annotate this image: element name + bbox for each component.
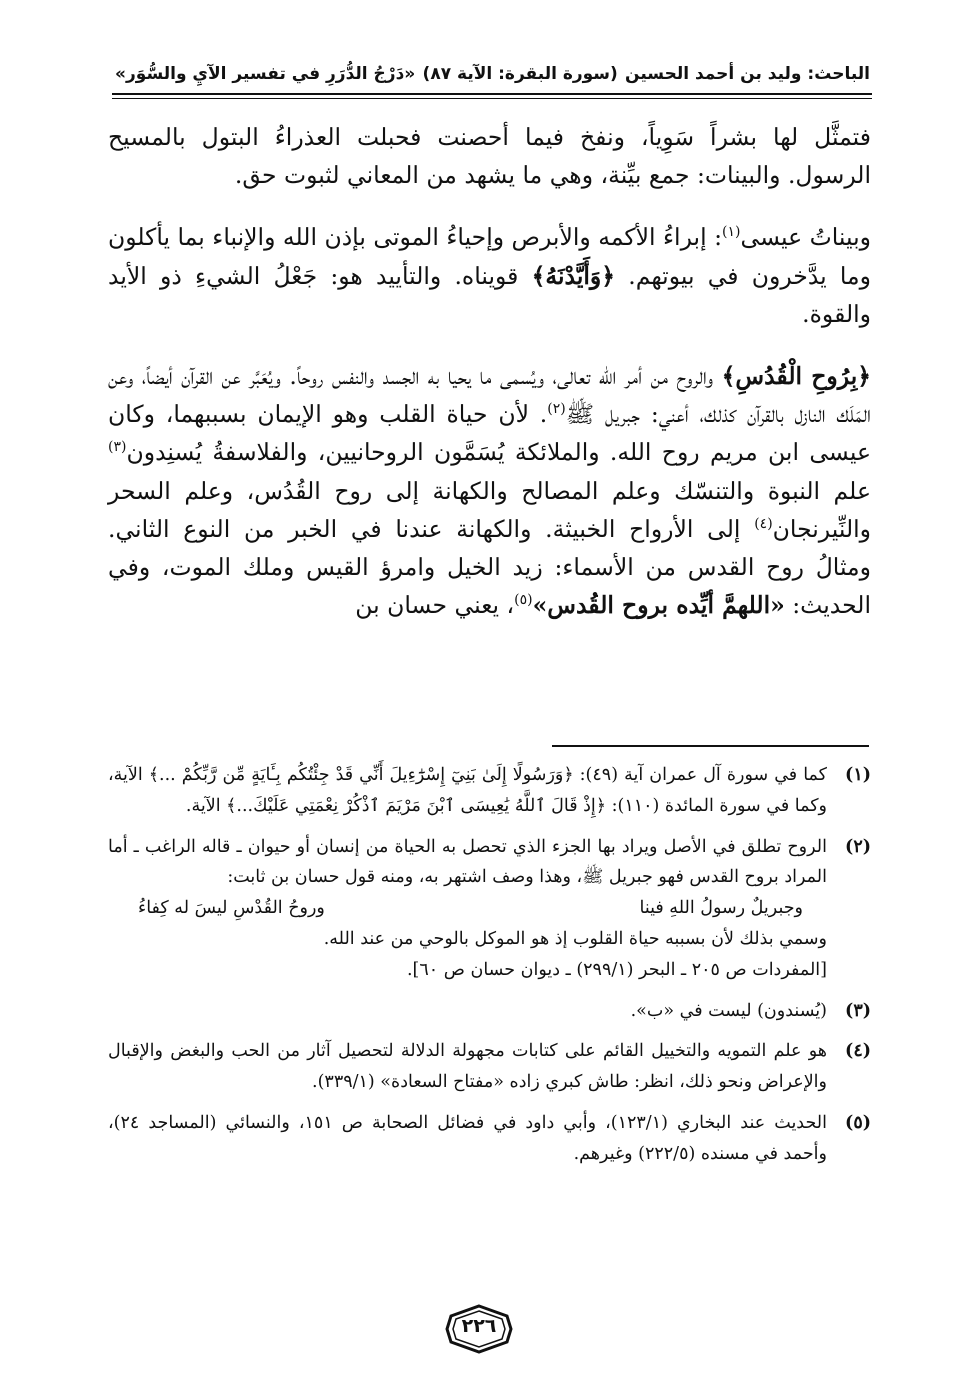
footnote-4 — [108, 1036, 871, 1098]
footnote-number: (١) — [845, 765, 871, 785]
footnote-text: هو علم التمويه والتخييل القائم على كتابات مجهولة الدلالة لتحصيل آثار من الحب والبغض والإقبال والإعراض ونحو ذلك، انظر: طاش كبري زاده «مفتاح السعادة» (٣٣٩/١). — [108, 1041, 827, 1093]
footnote-ref-1[interactable]: (١) — [722, 224, 741, 241]
footnote-number: (٢) — [845, 836, 871, 857]
header-sura: (سورة البقرة: الآية ٨٧) — [422, 64, 618, 84]
footnote-1 — [108, 760, 871, 822]
verse-second-hemistich: وروحُ القُدْسِ ليسَ له كِفاءُ — [138, 898, 325, 919]
header-rule-thin — [112, 98, 872, 99]
footnote-ref-2[interactable]: (٢) — [547, 401, 566, 418]
footnote-text: الحديث عند البخاري (١٢٣/١)، وأبي داود في فضائل الصحابة ص ١٥١، والنسائي (المساجد ٢٤)، وأحمد في مسنده (٢٢٢/٥) وغيرهم. — [108, 1112, 827, 1164]
quran-quote: ﴿بِرُوحِ الْقُدُسِ﴾ — [721, 362, 872, 391]
footnote-number: (٥) — [845, 1112, 871, 1133]
footnote-separator — [552, 745, 869, 747]
header-rule — [112, 93, 872, 95]
verse-first-hemistich: وجبريلٌ رسولُ اللهِ فينا — [639, 898, 803, 919]
quran-quote: ﴿وَأَيَّدْنَهُ﴾ — [531, 261, 616, 290]
footnote-ref-5[interactable]: (٥) — [514, 592, 533, 609]
footnote-text: كما في سورة آل عمران آية (٤٩): ﴿وَرَسُولًا إِلَىٰ بَنِيٓ إِسْرَٰٓءِيلَ أَنِّي قَدْ جِئْتُكُم بِـَٔايَةٍ مِّن رَّبِّكُمْ ...﴾ الآية، وكما في سورة المائدة (١١٠): ﴿إِذْ قَالَ ٱللَّهُ يَٰعِيسَى ٱبْنَ مَرْيَمَ ٱذْكُرْ نِعْمَتِي عَلَيْكَ...﴾ الآية. — [108, 765, 827, 816]
footnote-number: (٣) — [845, 1000, 871, 1021]
poem-verse — [108, 893, 827, 924]
footnote-number: (٤) — [845, 1041, 871, 1062]
footnote-references: [المفردات ص ٢٠٥ ـ البحر (٢٩٩/١) ـ ديوان حسان ص ٦٠]. — [406, 959, 827, 980]
header-book-title: «دَرْجُ الدُّرَرِ في تفسير الآيِ والسُّوَر» — [115, 64, 416, 84]
footnote-2 — [108, 832, 871, 986]
footnote-text: وسمي بذلك لأن بسببه حياة القلوب إذ هو الموكل بالوحي من عند الله. — [323, 928, 827, 949]
page-number — [445, 1304, 513, 1354]
running-header — [115, 58, 870, 90]
main-text — [108, 118, 871, 648]
footnote-text: الروح تطلق في الأصل ويراد بها الجزء الذي تحصل به الحياة من إنسان أو حيوان ـ قاله الراغب ـ أما المراد بروح القدس فهو جبريل ﷺ، وهذا وصف اشتهر به، ومنه قول حسان بن ثابت: — [108, 836, 827, 888]
footnote-ref-3[interactable]: (٣) — [108, 439, 127, 456]
footnote-3 — [108, 996, 871, 1027]
footnotes — [108, 760, 871, 1180]
hadith-quote: «اللهمَّ أيِّده بروح القُدس» — [532, 591, 785, 620]
page-number-text: ٢٢٦ — [461, 1315, 497, 1337]
paragraph-2: وبيناتُ عيسى$^{(١)}$: إبراءُ الأكمه والأبرص وإحياءُ الموتى بإذن الله والإنباء بما يأكلون وما يدَّخرون في بيوتهم. ﴿وَأَيَّدْنَهُ﴾ قويناه. والتأييد هو: جَعْلُ الشيءِ ذو الأيد والقوة. — [108, 223, 871, 328]
footnote-text: (يُسندون) ليست في «ب». — [630, 1000, 827, 1021]
header-author: الباحث: وليد بن أحمد الحسين — [625, 64, 870, 84]
paragraph-1: فتمثَّل لها بشراً سَوِياً، ونفخ فيما أحصنت فحبلت العذراءُ البتول بالمسيح الرسول. والبينات: جمع بيِّنة، وهي ما يشهد من المعاني لثبوت حق. — [108, 123, 871, 190]
footnote-ref-4[interactable]: (٤) — [754, 516, 773, 532]
paragraph-3: ﴿بِرُوحِ الْقُدُسِ﴾ والروح من أمر الله تعالى، ويُسمى ما يحيا به الجسد والنفس روحاً. ويُعَبَّر عن القرآن أيضاً، وعن المَلَك النازل بالقرآن كذلك، أعني: جبريل ﷺ$^{(٢)}$. لأن حياة القلب وهو الإيمان بسببهما، وكان عيسى ابن مريم روح الله. والملائكة يُسَمَّون الروحانيين، والفلاسفةُ يُسنِدون$^{(٣)}$ علم النبوة والتنسّك وعلم المصالح والكهانة إلى روح القُدُس، وعلم السحر والنِّيرنجان$^{(٤)}$ إلى الأرواح الخبيثة. والكهانة عندنا في الخبر من النوع الثاني. ومثالُ روح القدس من الأسماء: زيد الخيل وامرؤ القيس وملك الموت، وفي الحديث: «اللهمَّ أيِّده بروح القُدس»$^{(٥)}$، يعني حسان بن — [108, 362, 872, 620]
footnote-5 — [108, 1108, 871, 1170]
